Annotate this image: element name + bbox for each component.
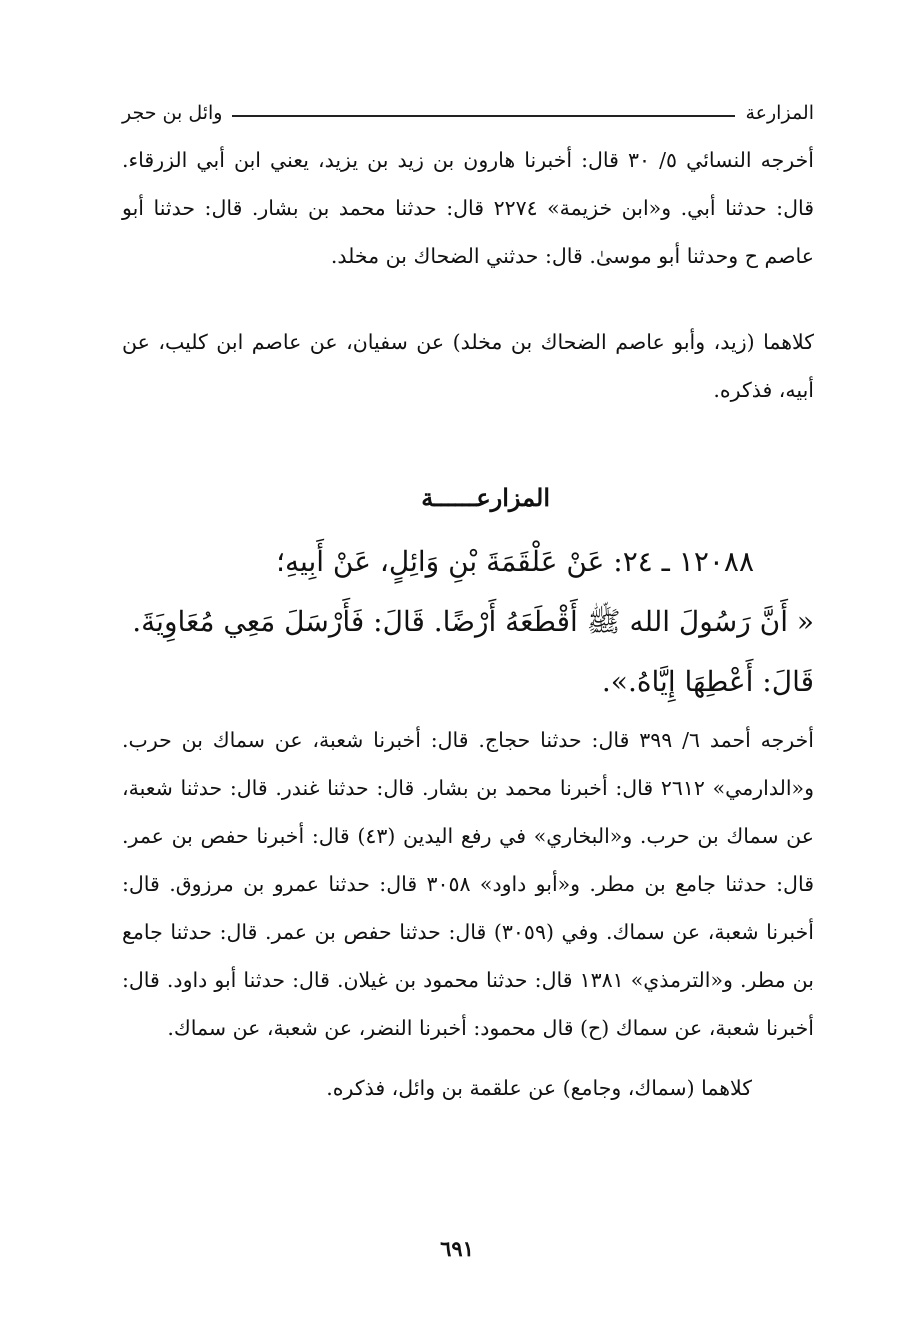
takhrij-paragraph-1: أخرجه النسائي ٥/ ٣٠ قال: أخبرنا هارون بن زيد بن يزيد، يعني ابن أبي الزرقاء. قال: حدثنا أبي. و«ابن خزيمة» ٢٢٧٤ قال: حدثنا محمد بن بشار. قال: حدثنا أبو عاصم ح وحدثنا أبو موسىٰ. قال: حدثني الضحاك بن مخلد.	[122, 148, 815, 268]
takhrij-paragraph-4: كلاهما (سماك، وجامع) عن علقمة بن وائل، فذكره.	[326, 1076, 752, 1100]
hadith-line-1: ١٢٠٨٨ ـ ٢٤: عَنْ عَلْقَمَةَ بْنِ وَائِلٍ، عَنْ أَبِيهِ؛	[276, 545, 754, 578]
section-title: المزارعــــــة	[421, 483, 550, 512]
header-narrator: وائل بن حجر	[122, 102, 223, 124]
hadith-line-2: « أَنَّ رَسُولَ الله ﷺ أَقْطَعَهُ أَرْضًا. قَالَ: فَأَرْسَلَ مَعِي مُعَاوِيَةَ.	[132, 605, 814, 638]
running-header	[122, 98, 814, 128]
header-chapter: المزارعة	[745, 102, 814, 124]
takhrij-paragraph-2: كلاهما (زيد، وأبو عاصم الضحاك بن مخلد) عن سفيان، عن عاصم ابن كليب، عن أبيه، فذكره.	[122, 330, 814, 402]
takhrij-paragraph-3: أخرجه أحمد ٦/ ٣٩٩ قال: حدثنا حجاج. قال: أخبرنا شعبة، عن سماك بن حرب. و«الدارمي» ٢٦١٢ قال: أخبرنا محمد بن بشار. قال: حدثنا غندر. قال: حدثنا شعبة، عن سماك بن حرب. و«البخاري» في رفع اليدين (٤٣) قال: أخبرنا حفص بن عمر. قال: حدثنا جامع بن مطر. و«أبو داود» ٣٠٥٨ قال: حدثنا عمرو بن مرزوق. قال: أخبرنا شعبة، عن سماك. وفي (٣٠٥٩) قال: حدثنا حفص بن عمر. قال: حدثنا جامع بن مطر. و«الترمذي» ١٣٨١ قال: حدثنا محمود بن غيلان. قال: حدثنا أبو داود. قال: أخبرنا شعبة، عن سماك (ح) قال محمود: أخبرنا النضر، عن شعبة، عن سماك.	[122, 728, 814, 1040]
hadith-line-3: قَالَ: أَعْطِهَا إِيَّاهُ.».	[601, 665, 814, 698]
page-number: ٦٩١	[440, 1236, 474, 1261]
header-rule	[232, 115, 735, 117]
